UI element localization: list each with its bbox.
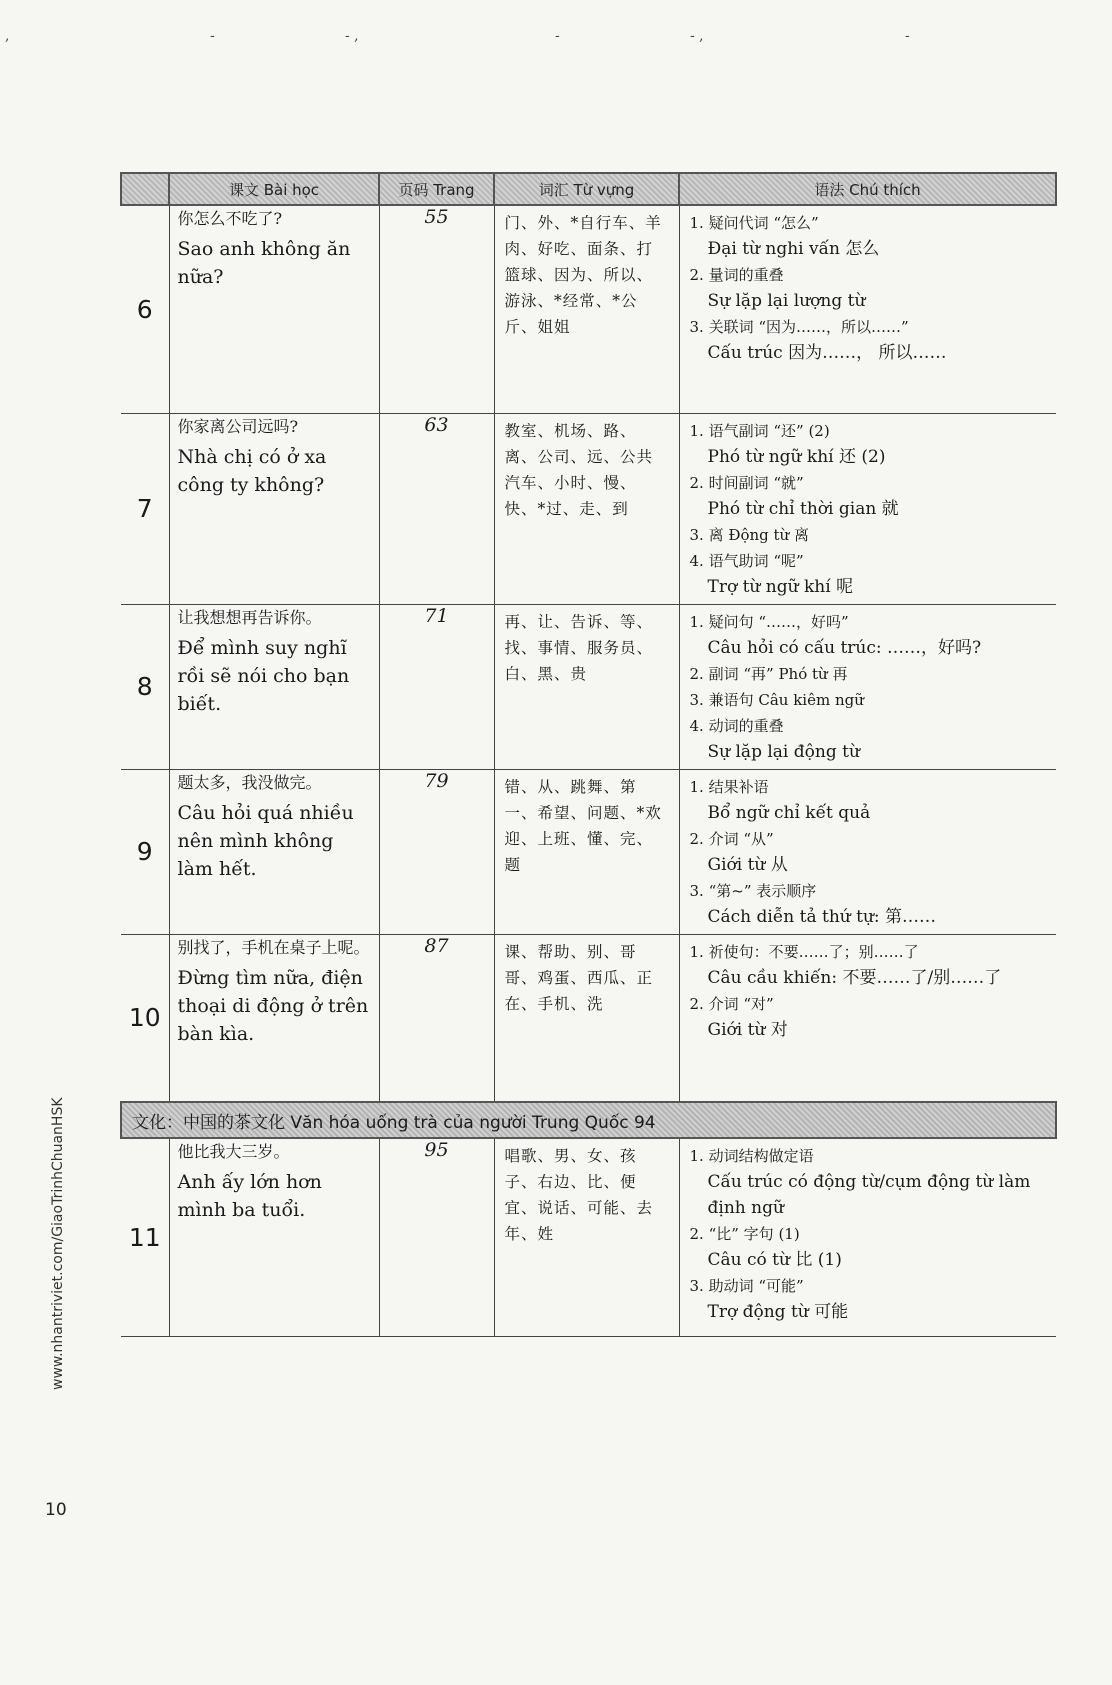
- lesson-title: [169, 1138, 379, 1336]
- table-row: [121, 413, 1056, 604]
- lesson-vocab: [494, 413, 679, 604]
- vocab-text: 教室、机场、路、离、公司、远、公共汽车、小时、慢、快、*过、走、到: [504, 421, 654, 518]
- lesson-vocab: [494, 934, 679, 1102]
- grammar-vi: Trợ động từ 可能: [707, 1302, 849, 1322]
- grammar-vi: Câu có từ 比 (1): [707, 1250, 842, 1270]
- lesson-grammar: [679, 413, 1056, 604]
- vocab-text: 门、外、*自行车、羊肉、好吃、面条、打篮球、因为、所以、游泳、*经常、*公斤、姐姐: [504, 214, 662, 336]
- lesson-title: [169, 769, 379, 934]
- grammar-vi: Bổ ngữ chỉ kết quả: [707, 802, 871, 823]
- lesson-title: [169, 413, 379, 604]
- lesson-title-vi: Anh ấy lớn hơn mình ba tuổi.: [177, 1171, 322, 1221]
- grammar-cn: 1. 疑问代词 “怎么”: [689, 214, 819, 232]
- grammar-vi: Cấu trúc 因为……， 所以……: [707, 343, 947, 363]
- grammar-cn: 2. 量词的重叠: [689, 266, 784, 284]
- table-row: [121, 1138, 1056, 1336]
- lesson-title-vi: Nhà chị có ở xa công ty không?: [177, 445, 327, 496]
- grammar-vi: Giới từ 从: [707, 854, 788, 875]
- lesson-title: [169, 205, 379, 413]
- grammar-cn: 3. 离 Động từ 离: [689, 525, 809, 544]
- lesson-page: 63: [379, 413, 494, 604]
- grammar-cn: 3. 兼语句 Câu kiêm ngữ: [689, 690, 864, 709]
- grammar-vi: Cấu trúc có động từ/cụm động từ làm định ngữ: [707, 1172, 1031, 1218]
- grammar-cn: 1. 语气副词 “还” (2): [689, 421, 830, 440]
- vocab-text: 课、帮助、别、哥哥、鸡蛋、西瓜、正在、手机、洗: [504, 942, 654, 1013]
- lesson-number: 9: [121, 769, 169, 934]
- lesson-title: [169, 604, 379, 769]
- lesson-vocab: [494, 769, 679, 934]
- lesson-page: 55: [379, 205, 494, 413]
- page-number: 10: [45, 1500, 67, 1520]
- lesson-title-vi: Để mình suy nghĩ rồi sẽ nói cho bạn biết.: [177, 636, 350, 715]
- lesson-number: 6: [121, 205, 169, 413]
- grammar-vi: Đại từ nghi vấn 怎么: [707, 239, 880, 259]
- grammar-cn: 1. 动词结构做定语: [689, 1147, 814, 1165]
- lesson-grammar: [679, 934, 1056, 1102]
- lesson-page: 95: [379, 1138, 494, 1336]
- grammar-vi: Giới từ 对: [707, 1019, 788, 1040]
- header-page: 页码 Trang: [379, 173, 494, 205]
- lesson-title-vi: Sao anh không ăn nữa?: [177, 238, 351, 288]
- lesson-title-cn: 题太多，我没做完。: [177, 772, 322, 792]
- header-row: [121, 173, 1056, 205]
- lesson-title-cn: 让我想想再告诉你。: [177, 607, 322, 627]
- grammar-vi: Sự lặp lại động từ: [707, 741, 860, 762]
- grammar-cn: 3. “第~” 表示顺序: [689, 881, 817, 900]
- lesson-grammar: [679, 769, 1056, 934]
- lesson-page: 79: [379, 769, 494, 934]
- grammar-cn: 3. 关联词 “因为……，所以……”: [689, 318, 909, 336]
- lesson-title-cn: 你家离公司远吗?: [177, 416, 299, 436]
- vocab-text: 错、从、跳舞、第一、希望、问题、*欢迎、上班、懂、完、题: [504, 777, 662, 874]
- grammar-vi: Phó từ ngữ khí 还 (2): [707, 446, 886, 467]
- lesson-grammar: [679, 604, 1056, 769]
- grammar-cn: 3. 助动词 “可能”: [689, 1277, 804, 1295]
- lesson-title: [169, 934, 379, 1102]
- grammar-cn: 2. “比” 字句 (1): [689, 1225, 800, 1243]
- lesson-page: 71: [379, 604, 494, 769]
- lesson-title-cn: 别找了，手机在桌子上呢。: [177, 937, 370, 957]
- lesson-grammar: [679, 205, 1056, 413]
- grammar-cn: 2. 介词 “从”: [689, 829, 774, 848]
- lesson-number: 11: [121, 1138, 169, 1336]
- table-of-contents: [120, 172, 1057, 1337]
- grammar-vi: Trợ từ ngữ khí 呢: [707, 576, 854, 597]
- vocab-text: 再、让、告诉、等、找、事情、服务员、白、黑、贵: [504, 612, 654, 683]
- grammar-vi: Câu hỏi có cấu trúc: ……，好吗?: [707, 637, 982, 658]
- grammar-cn: 2. 介词 “对”: [689, 994, 774, 1013]
- lesson-page: 87: [379, 934, 494, 1102]
- lesson-grammar: [679, 1138, 1056, 1336]
- grammar-cn: 2. 时间副词 “就”: [689, 473, 804, 492]
- scan-artifacts: , - - , - - , -: [5, 28, 910, 44]
- grammar-cn: 4. 动词的重叠: [689, 716, 784, 735]
- header-vocab: 词汇 Từ vựng: [494, 173, 679, 205]
- culture-row: [121, 1102, 1056, 1138]
- lesson-title-vi: Đừng tìm nữa, điện thoại di động ở trên bàn kìa.: [177, 966, 369, 1045]
- grammar-cn: 1. 祈使句：不要……了；别……了: [689, 942, 919, 961]
- lesson-title-cn: 你怎么不吃了?: [177, 209, 283, 228]
- sidebar-url: www.nhantriviet.com/GiaoTrinhChuanHSK: [50, 1097, 66, 1390]
- header-num: [121, 173, 169, 205]
- grammar-vi: Sự lặp lại lượng từ: [707, 291, 866, 311]
- table-row: [121, 205, 1056, 413]
- grammar-vi: Phó từ chỉ thời gian 就: [707, 498, 899, 519]
- table-row: [121, 934, 1056, 1102]
- table-row: [121, 604, 1056, 769]
- grammar-cn: 1. 疑问句 “……，好吗”: [689, 612, 849, 631]
- lesson-number: 10: [121, 934, 169, 1102]
- lesson-vocab: [494, 205, 679, 413]
- header-grammar: 语法 Chú thích: [679, 173, 1056, 205]
- header-lesson: 课文 Bài học: [169, 173, 379, 205]
- grammar-cn: 4. 语气助词 “呢”: [689, 551, 804, 570]
- grammar-cn: 2. 副词 “再” Phó từ 再: [689, 664, 848, 683]
- grammar-cn: 1. 结果补语: [689, 777, 769, 796]
- lesson-number: 7: [121, 413, 169, 604]
- vocab-text: 唱歌、男、女、孩子、右边、比、便宜、说话、可能、去年、姓: [504, 1147, 654, 1243]
- grammar-vi: Câu cầu khiến: 不要……了/别……了: [707, 967, 1002, 988]
- lesson-vocab: [494, 604, 679, 769]
- lesson-number: 8: [121, 604, 169, 769]
- lesson-vocab: [494, 1138, 679, 1336]
- culture-banner: 文化：中国的茶文化 Văn hóa uống trà của người Trung Quốc 94: [121, 1102, 1056, 1138]
- lesson-title-vi: Câu hỏi quá nhiều nên mình không làm hết.: [177, 801, 354, 880]
- lesson-title-cn: 他比我大三岁。: [177, 1142, 290, 1161]
- table-row: [121, 769, 1056, 934]
- grammar-vi: Cách diễn tả thứ tự: 第……: [707, 906, 937, 927]
